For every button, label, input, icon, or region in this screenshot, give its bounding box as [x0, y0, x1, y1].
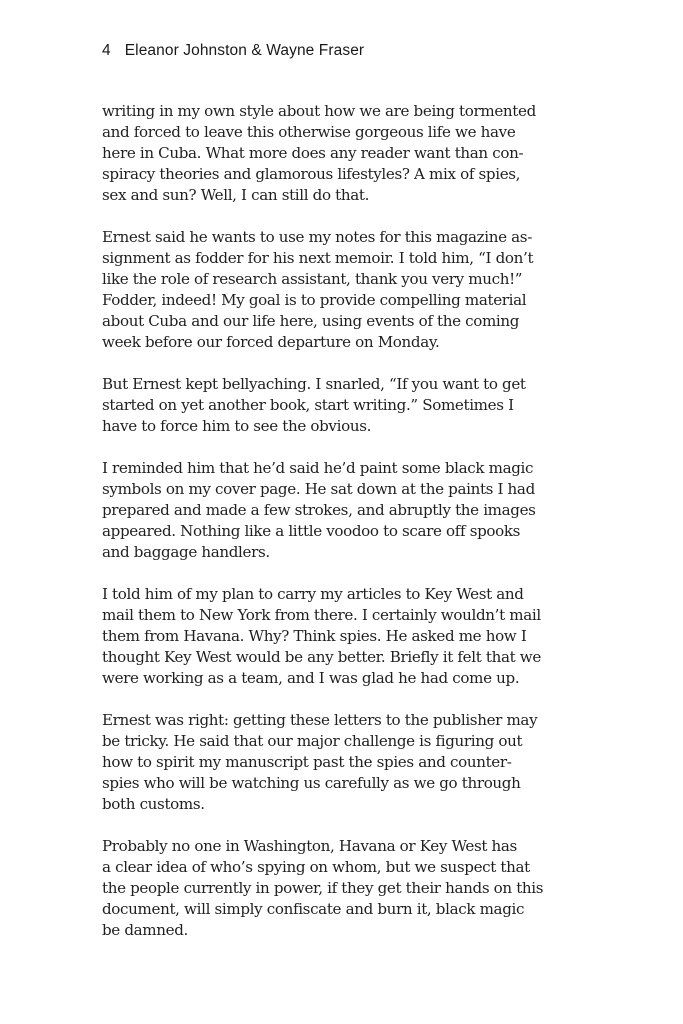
paragraph: [102, 710, 582, 815]
paragraph: [102, 584, 582, 689]
text-line: Probably no one in Washington, Havana or Key West has: [102, 837, 517, 855]
text-line: thought Key West would be any better. Briefly it felt that we: [102, 648, 541, 666]
text-line: Fodder, indeed! My goal is to provide compelling material: [102, 291, 527, 309]
paragraph: [102, 458, 582, 563]
text-line: mail them to New York from there. I certainly wouldn’t mail: [102, 606, 541, 624]
text-line: spies who will be watching us carefully as we go through: [102, 774, 521, 792]
text-line: week before our forced departure on Monday.: [102, 333, 440, 351]
text-line: them from Havana. Why? Think spies. He asked me how I: [102, 627, 527, 645]
text-line: started on yet another book, start writing.” Sometimes I: [102, 396, 514, 414]
text-line: here in Cuba. What more does any reader want than con-: [102, 144, 524, 162]
running-head-authors: Eleanor Johnston & Wayne Fraser: [124, 42, 365, 59]
text-line: be damned.: [102, 921, 188, 939]
text-line: prepared and made a few strokes, and abruptly the images: [102, 501, 536, 519]
text-line: symbols on my cover page. He sat down at the paints I had: [102, 480, 535, 498]
text-line: signment as fodder for his next memoir. I told him, “I don’t: [102, 249, 534, 267]
text-line: I reminded him that he’d said he’d paint some black magic: [102, 459, 534, 477]
text-line: document, will simply confiscate and burn it, black magic: [102, 900, 525, 918]
text-line: and forced to leave this otherwise gorgeous life we have: [102, 123, 516, 141]
text-line: Ernest said he wants to use my notes for this magazine as-: [102, 228, 532, 246]
paragraph: [102, 101, 582, 206]
text-line: sex and sun? Well, I can still do that.: [102, 186, 370, 204]
text-line: how to spirit my manuscript past the spies and counter-: [102, 753, 512, 771]
text-line: a clear idea of who’s spying on whom, but we suspect that: [102, 858, 530, 876]
paragraph: [102, 227, 582, 353]
text-line: be tricky. He said that our major challenge is figuring out: [102, 732, 523, 750]
text-line: like the role of research assistant, thank you very much!”: [102, 270, 523, 288]
text-line: and baggage handlers.: [102, 543, 270, 561]
page-number: 4: [102, 42, 111, 59]
text-line: But Ernest kept bellyaching. I snarled, “If you want to get: [102, 375, 526, 393]
text-line: both customs.: [102, 795, 205, 813]
text-line: about Cuba and our life here, using events of the coming: [102, 312, 520, 330]
text-line: writing in my own style about how we are being tormented: [102, 102, 536, 120]
text-line: were working as a team, and I was glad he had come up.: [102, 669, 520, 687]
body-text: [102, 101, 582, 962]
paragraph: [102, 374, 582, 437]
text-line: I told him of my plan to carry my articles to Key West and: [102, 585, 524, 603]
text-line: spiracy theories and glamorous lifestyles? A mix of spies,: [102, 165, 521, 183]
text-line: Ernest was right: getting these letters to the publisher may: [102, 711, 538, 729]
text-line: the people currently in power, if they get their hands on this: [102, 879, 544, 897]
text-line: appeared. Nothing like a little voodoo to scare off spooks: [102, 522, 521, 540]
text-line: have to force him to see the obvious.: [102, 417, 372, 435]
paragraph: [102, 836, 582, 941]
running-head: [102, 42, 364, 60]
